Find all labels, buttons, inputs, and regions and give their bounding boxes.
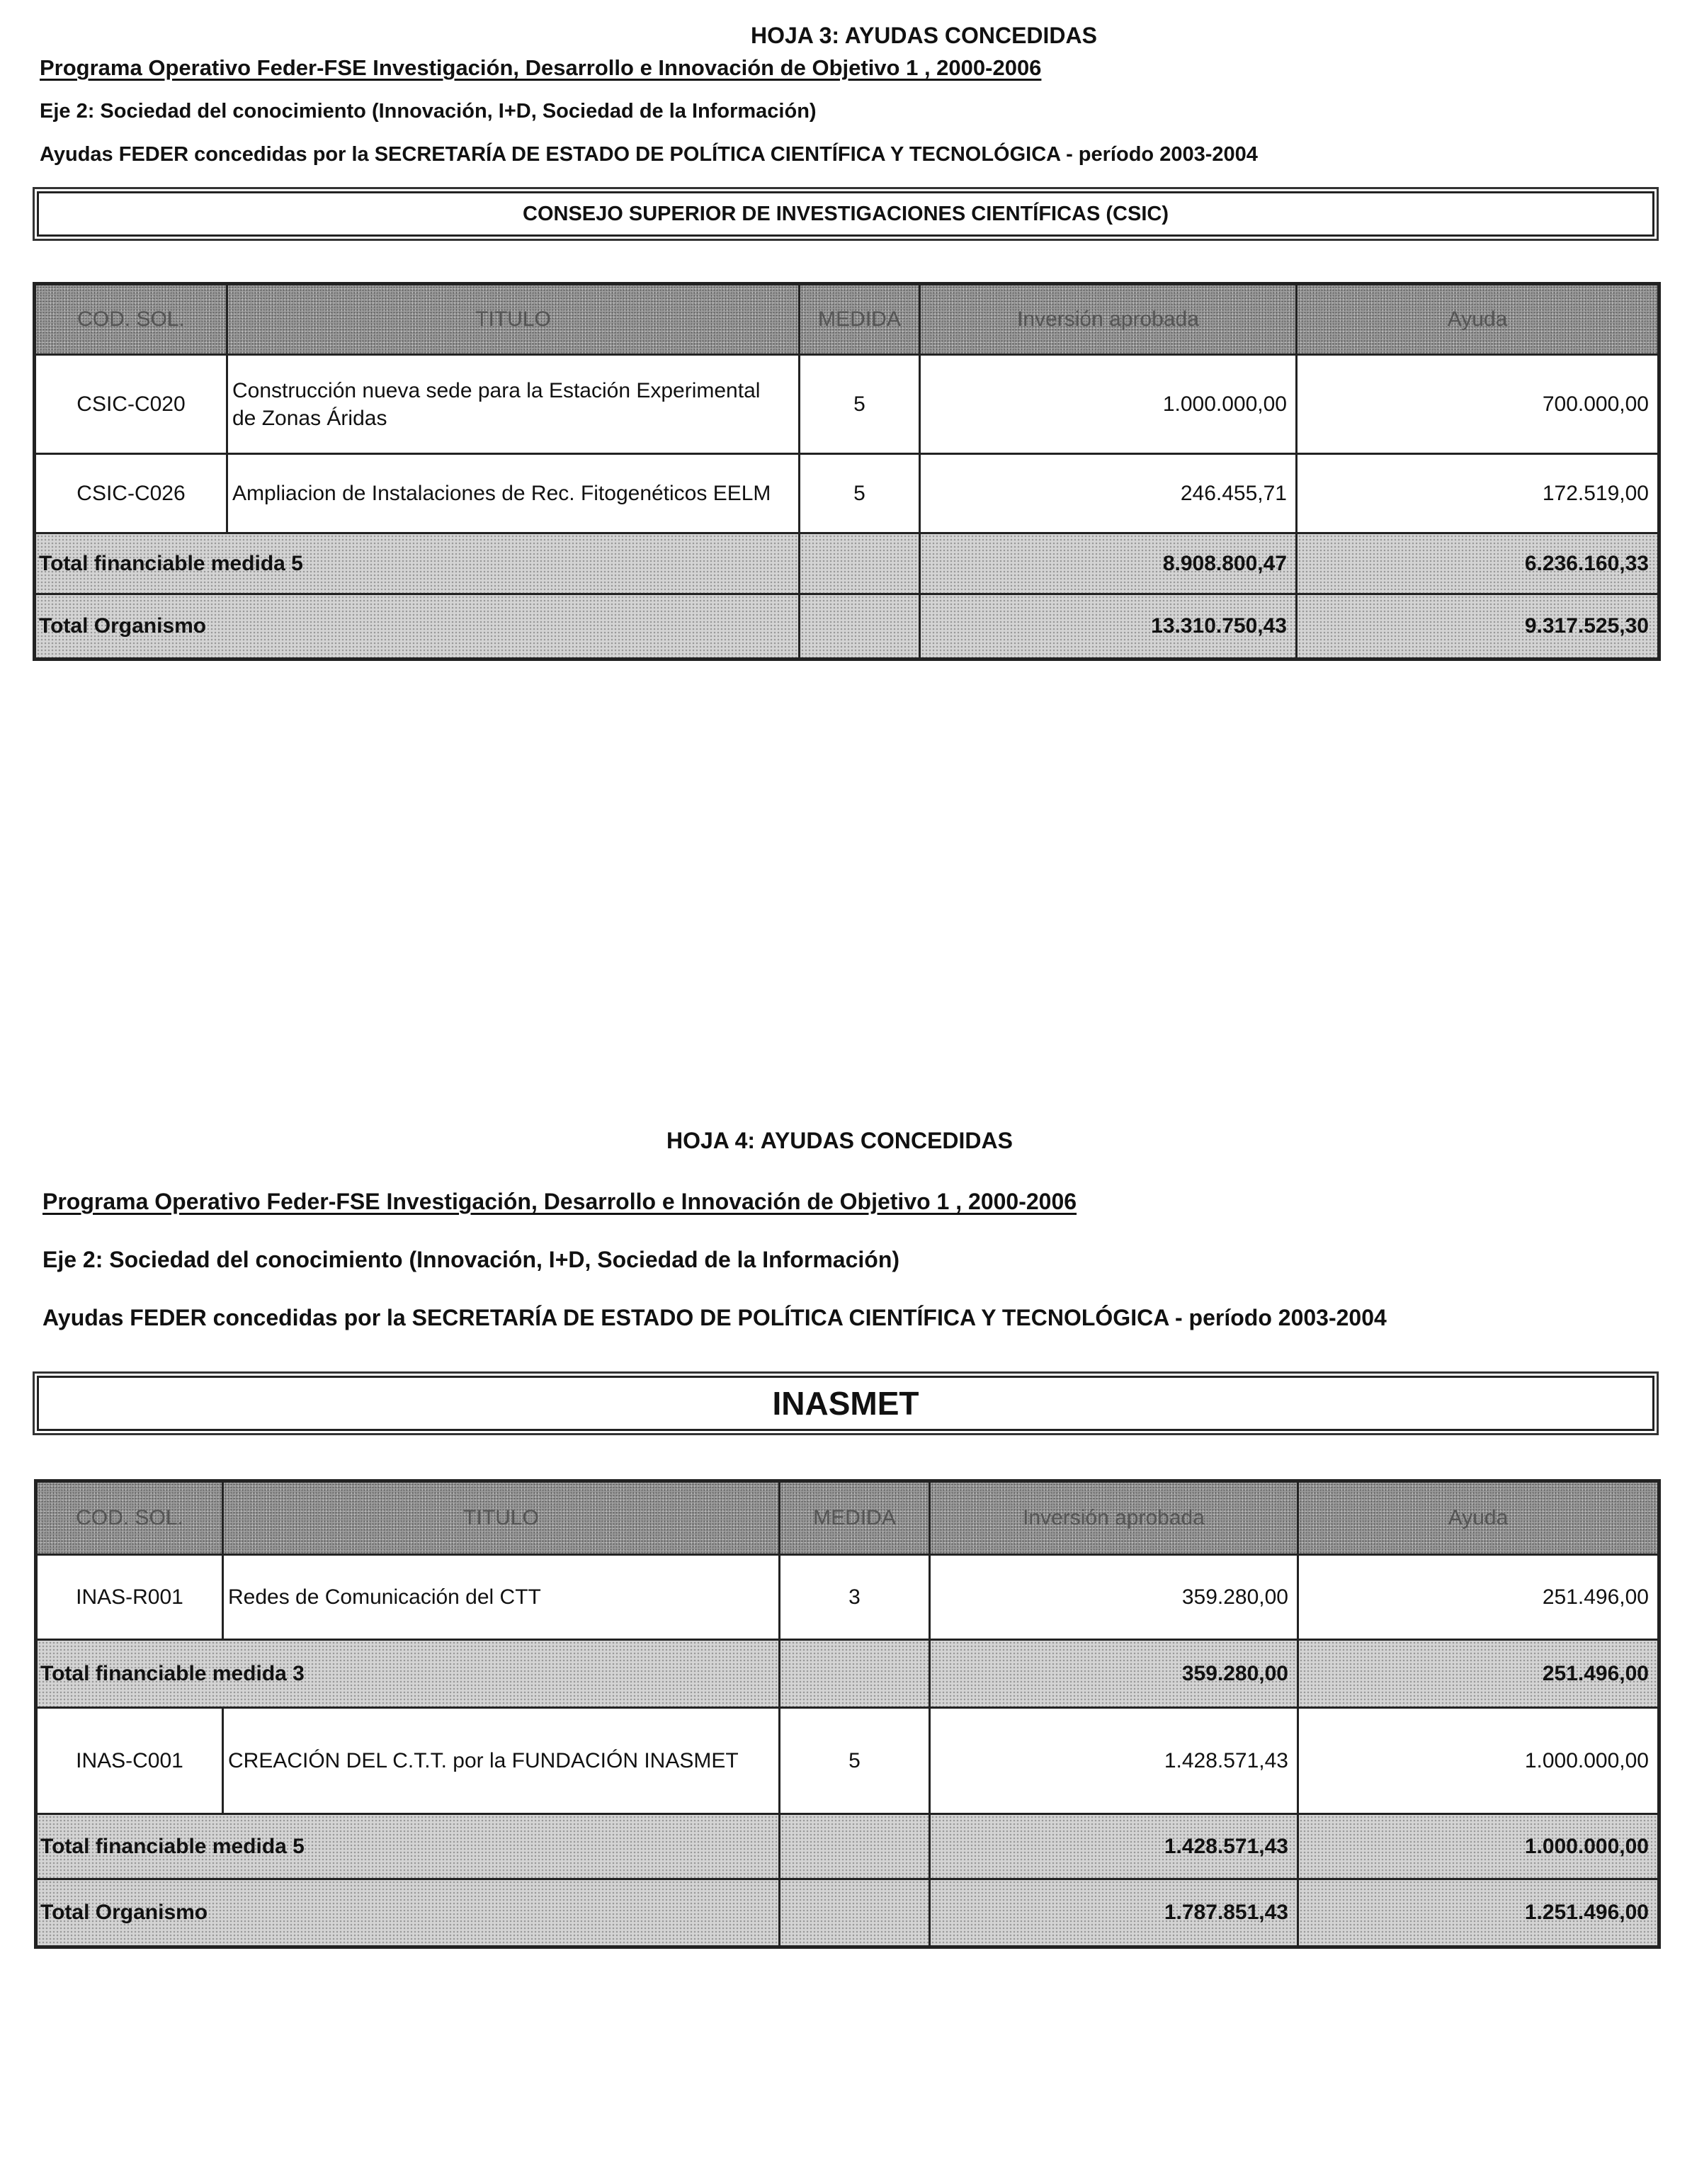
sheet3-organismo-box [37, 191, 1654, 237]
sheet3-header-row [35, 284, 1659, 355]
total-medida3-inversion: 359.280,00 [930, 1640, 1298, 1708]
sheet4-programa: Programa Operativo Feder-FSE Investigación, Desarrollo e Innovación de Objetivo 1 , 2000-2006 [42, 1189, 1077, 1214]
row-inversion: 1.000.000,00 [920, 355, 1297, 454]
row-titulo: Construcción nueva sede para la Estación Experimental de Zonas Áridas [227, 355, 800, 454]
table-row [35, 355, 1659, 454]
table-row [36, 1555, 1659, 1640]
row-ayuda: 1.000.000,00 [1298, 1708, 1659, 1814]
total-medida5-inversion: 1.428.571,43 [930, 1814, 1298, 1879]
total-organismo-label: Total Organismo [35, 594, 800, 660]
total-medida5-ayuda: 1.000.000,00 [1298, 1814, 1659, 1879]
total-organismo-inversion: 1.787.851,43 [930, 1879, 1298, 1947]
row-medida: 3 [780, 1555, 930, 1640]
col-inversion: Inversión aprobada [930, 1481, 1298, 1555]
total-organismo-blank [800, 594, 920, 660]
row-titulo: Ampliacion de Instalaciones de Rec. Fitogenéticos EELM [227, 454, 800, 533]
col-inversion: Inversión aprobada [920, 284, 1297, 355]
table-row [35, 454, 1659, 533]
sheet4-eje: Eje 2: Sociedad del conocimiento (Innovación, I+D, Sociedad de la Información) [42, 1247, 900, 1272]
total-organismo-row [36, 1879, 1659, 1947]
row-medida: 5 [800, 454, 920, 533]
row-cod: INAS-C001 [36, 1708, 223, 1814]
col-ayuda: Ayuda [1297, 284, 1659, 355]
sheet3-organismo: CONSEJO SUPERIOR DE INVESTIGACIONES CIENTÍFICAS (CSIC) [523, 202, 1169, 225]
sheet4-ayudas: Ayudas FEDER concedidas por la SECRETARÍA DE ESTADO DE POLÍTICA CIENTÍFICA Y TECNOLÓGICA - período 2003-2004 [42, 1305, 1387, 1330]
total-medida-label: Total financiable medida 5 [35, 533, 800, 594]
total-organismo-ayuda: 1.251.496,00 [1298, 1879, 1659, 1947]
sheet3-eje: Eje 2: Sociedad del conocimiento (Innovación, I+D, Sociedad de la Información) [40, 100, 817, 123]
sheet4-organismo-box [37, 1376, 1654, 1431]
total-medida3-row [36, 1640, 1659, 1708]
sheet4-header-row [36, 1481, 1659, 1555]
total-medida5-row [36, 1814, 1659, 1879]
sheet3-programa: Programa Operativo Feder-FSE Investigación, Desarrollo e Innovación de Objetivo 1 , 2000-2006 [40, 55, 1042, 80]
table-row [36, 1708, 1659, 1814]
total-medida3-label: Total financiable medida 3 [36, 1640, 780, 1708]
sheet4-organismo: INASMET [772, 1385, 919, 1422]
total-medida-inversion: 8.908.800,47 [920, 533, 1297, 594]
sheet3-table [33, 282, 1661, 661]
row-cod: CSIC-C026 [35, 454, 227, 533]
row-titulo: Redes de Comunicación del CTT [223, 1555, 780, 1640]
total-medida-ayuda: 6.236.160,33 [1297, 533, 1659, 594]
col-medida: MEDIDA [780, 1481, 930, 1555]
col-titulo: TITULO [223, 1481, 780, 1555]
row-cod: CSIC-C020 [35, 355, 227, 454]
total-organismo-row [35, 594, 1659, 660]
total-medida3-ayuda: 251.496,00 [1298, 1640, 1659, 1708]
row-ayuda: 172.519,00 [1297, 454, 1659, 533]
total-organismo-label: Total Organismo [36, 1879, 780, 1947]
row-inversion: 246.455,71 [920, 454, 1297, 533]
total-medida-row [35, 533, 1659, 594]
row-inversion: 359.280,00 [930, 1555, 1298, 1640]
total-medida-blank [800, 533, 920, 594]
total-organismo-ayuda: 9.317.525,30 [1297, 594, 1659, 660]
col-cod-sol: COD. SOL. [35, 284, 227, 355]
sheet3-heading: HOJA 3: AYUDAS CONCEDIDAS [751, 23, 1097, 48]
row-inversion: 1.428.571,43 [930, 1708, 1298, 1814]
total-organismo-blank [780, 1879, 930, 1947]
total-medida3-blank [780, 1640, 930, 1708]
row-ayuda: 700.000,00 [1297, 355, 1659, 454]
col-ayuda: Ayuda [1298, 1481, 1659, 1555]
total-medida5-blank [780, 1814, 930, 1879]
row-titulo: CREACIÓN DEL C.T.T. por la FUNDACIÓN INASMET [223, 1708, 780, 1814]
total-organismo-inversion: 13.310.750,43 [920, 594, 1297, 660]
sheet4-heading: HOJA 4: AYUDAS CONCEDIDAS [666, 1128, 1013, 1153]
sheet4-table [34, 1479, 1661, 1949]
row-medida: 5 [800, 355, 920, 454]
col-medida: MEDIDA [800, 284, 920, 355]
row-medida: 5 [780, 1708, 930, 1814]
sheet3-ayudas: Ayudas FEDER concedidas por la SECRETARÍA DE ESTADO DE POLÍTICA CIENTÍFICA Y TECNOLÓGICA - período 2003-2004 [40, 143, 1258, 166]
col-titulo: TITULO [227, 284, 800, 355]
col-cod-sol: COD. SOL. [36, 1481, 223, 1555]
row-ayuda: 251.496,00 [1298, 1555, 1659, 1640]
row-cod: INAS-R001 [36, 1555, 223, 1640]
total-medida5-label: Total financiable medida 5 [36, 1814, 780, 1879]
